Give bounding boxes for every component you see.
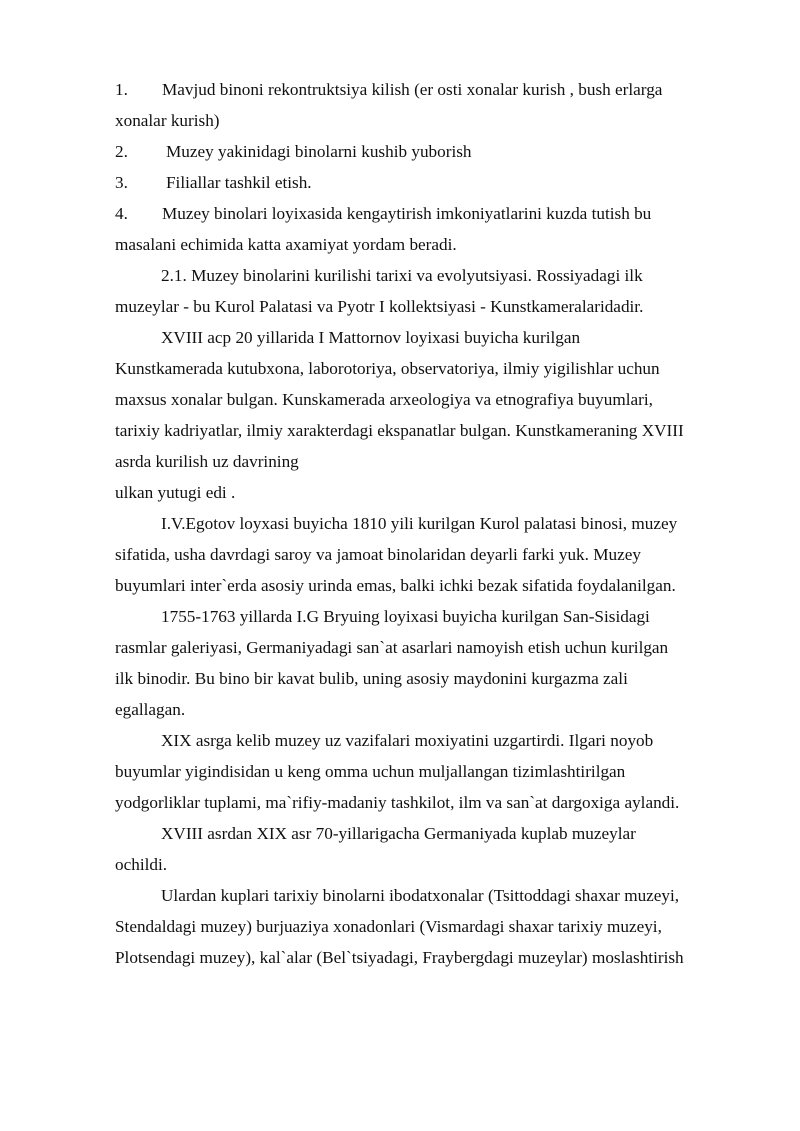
- list-text-continuation: masalani echimida katta axamiyat yordam beradi.: [115, 235, 457, 254]
- list-item-2: [115, 136, 743, 167]
- paragraph-line: Kunstkamerada kutubxona, laborotoriya, observatoriya, ilmiy yigilishlar uchun: [115, 359, 660, 378]
- paragraph-line: buyumlar yigindisidan u keng omma uchun muljallangan tizimlashtirilgan: [115, 762, 626, 781]
- paragraph-line: egallagan.: [115, 700, 186, 719]
- paragraph-germany-museums: [115, 818, 743, 880]
- paragraph-san-sisi: [115, 601, 743, 725]
- list-text: Muzey yakinidagi binolarni kushib yuborish: [166, 142, 472, 161]
- section-heading-paragraph: [115, 260, 743, 322]
- paragraph-line: ulkan yutugi edi .: [115, 483, 236, 502]
- list-text: Filiallar tashkil etish.: [166, 173, 312, 192]
- list-number: 3.: [115, 173, 128, 192]
- list-item-1: [115, 74, 743, 136]
- paragraph-line: XVIII acp 20 yillarida I Mattornov loyixasi buyicha kurilgan: [161, 328, 581, 347]
- list-text: Muzey binolari loyixasida kengaytirish imkoniyatlarini kuzda tutish bu: [162, 204, 652, 223]
- list-number: 1.: [115, 80, 128, 99]
- list-item-3: [115, 167, 743, 198]
- paragraph-line: 2.1. Muzey binolarini kurilishi tarixi va evolyutsiyasi. Rossiyadagi ilk: [161, 266, 643, 285]
- paragraph-line: Ulardan kuplari tarixiy binolarni ibodatxonalar (Tsittoddagi shaxar muzeyi,: [161, 886, 680, 905]
- list-number: 2.: [115, 142, 128, 161]
- numbered-list: [115, 74, 743, 260]
- paragraph-line: Stendaldagi muzey) burjuaziya xonadonlari (Vismardagi shaxar tarixiy muzeyi,: [115, 917, 662, 936]
- list-text-continuation: xonalar kurish): [115, 111, 220, 130]
- list-text: Mavjud binoni rekontruktsiya kilish (er osti xonalar kurish , bush erlarga: [162, 80, 663, 99]
- paragraph-kurol-palatasi: [115, 508, 743, 601]
- paragraph-xix-century: [115, 725, 743, 818]
- paragraph-line: asrda kurilish uz davrining: [115, 452, 299, 471]
- document-body: [115, 74, 743, 973]
- paragraph-line: ochildi.: [115, 855, 168, 874]
- paragraph-historic-buildings: [115, 880, 743, 973]
- paragraph-line: muzeylar - bu Kurol Palatasi va Pyotr I kollektsiyasi - Kunstkameralaridadir.: [115, 297, 644, 316]
- paragraph-line: yodgorliklar tuplami, ma`rifiy-madaniy tashkilot, ilm va san`at dargoxiga aylandi.: [115, 793, 680, 812]
- paragraph-line: rasmlar galeriyasi, Germaniyadagi san`at asarlari namoyish etish uchun kurilgan: [115, 638, 669, 657]
- paragraph-line: tarixiy kadriyatlar, ilmiy xarakterdagi ekspanatlar bulgan. Kunstkameraning XVIII: [115, 421, 684, 440]
- paragraph-line: I.V.Egotov loyxasi buyicha 1810 yili kurilgan Kurol palatasi binosi, muzey: [161, 514, 678, 533]
- paragraph-line: 1755-1763 yillarda I.G Bryuing loyixasi buyicha kurilgan San-Sisidagi: [161, 607, 650, 626]
- paragraph-line: Plotsendagi muzey), kal`alar (Bel`tsiyadagi, Fraybergdagi muzeylar) moslashtirish: [115, 948, 684, 967]
- paragraph-line: ilk binodir. Bu bino bir kavat bulib, uning asosiy maydonini kurgazma zali: [115, 669, 628, 688]
- paragraph-line: XIX asrga kelib muzey uz vazifalari moxiyatini uzgartirdi. Ilgari noyob: [161, 731, 654, 750]
- list-number: 4.: [115, 204, 128, 223]
- list-item-4: [115, 198, 743, 260]
- paragraph-line: XVIII asrdan XIX asr 70-yillarigacha Germaniyada kuplab muzeylar: [161, 824, 636, 843]
- paragraph-line: sifatida, usha davrdagi saroy va jamoat binolaridan deyarli farki yuk. Muzey: [115, 545, 641, 564]
- paragraph-kunstkamera: [115, 322, 743, 508]
- paragraph-line: maxsus xonalar bulgan. Kunskamerada arxeologiya va etnografiya buyumlari,: [115, 390, 653, 409]
- paragraph-line: buyumlari inter`erda asosiy urinda emas, balki ichki bezak sifatida foydalanilgan.: [115, 576, 676, 595]
